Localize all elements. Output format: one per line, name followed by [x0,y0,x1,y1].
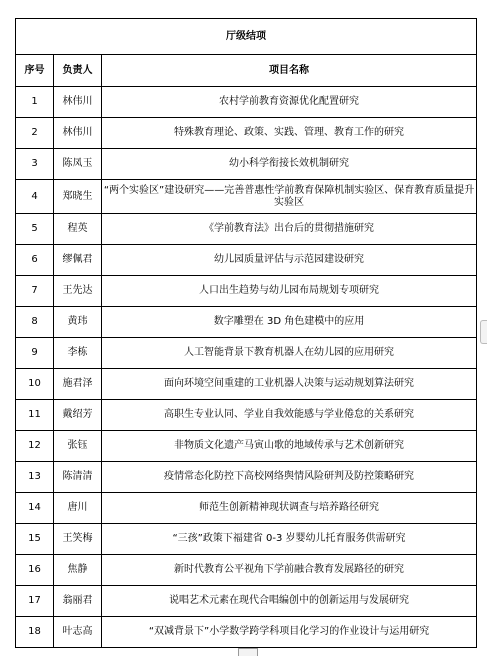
seq-cell: 8 [16,307,54,338]
leader-cell: 陈清清 [54,462,102,493]
seq-cell: 16 [16,555,54,586]
leader-cell: 唐川 [54,493,102,524]
header-row [16,55,477,87]
title-row [16,19,477,55]
header-leader: 负责人 [54,55,102,87]
table-row [16,276,477,307]
project-cell: “双减背景下”小学数学跨学科项目化学习的作业设计与运用研究 [102,617,477,648]
leader-cell: 林伟川 [54,118,102,149]
project-cell: 农村学前教育资源优化配置研究 [102,87,477,118]
project-cell: 数字雕塑在 3D 角色建模中的应用 [102,307,477,338]
leader-cell: 戴绍芳 [54,400,102,431]
project-cell: 说唱艺术元素在现代合唱编创中的创新运用与发展研究 [102,586,477,617]
project-cell: 师范生创新精神现状调查与培养路径研究 [102,493,477,524]
seq-cell: 5 [16,214,54,245]
project-cell: 疫情常态化防控下高校网络舆情风险研判及防控策略研究 [102,462,477,493]
leader-cell: 林伟川 [54,87,102,118]
project-cell: 特殊教育理论、政策、实践、管理、教育工作的研究 [102,118,477,149]
leader-cell: 程英 [54,214,102,245]
leader-cell: 翁丽君 [54,586,102,617]
table-row [16,245,477,276]
project-cell: “两个实验区”建设研究——完善普惠性学前教育保障机制实验区、保育教育质量提升实验区 [102,180,477,214]
leader-cell: 施君泽 [54,369,102,400]
header-seq: 序号 [16,55,54,87]
leader-cell: 叶志高 [54,617,102,648]
project-cell: 人工智能背景下教育机器人在幼儿园的应用研究 [102,338,477,369]
project-cell: 人口出生趋势与幼儿园布局规划专项研究 [102,276,477,307]
project-cell: 高职生专业认同、学业自我效能感与学业倦怠的关系研究 [102,400,477,431]
table-row [16,524,477,555]
table-row [16,118,477,149]
project-cell: 非物质文化遗产马寅山歌的地域传承与艺术创新研究 [102,431,477,462]
leader-cell: 缪佩君 [54,245,102,276]
table-row [16,214,477,245]
project-cell: 幼小科学衔接长效机制研究 [102,149,477,180]
seq-cell: 12 [16,431,54,462]
project-cell: 新时代教育公平视角下学前融合教育发展路径的研究 [102,555,477,586]
seq-cell: 15 [16,524,54,555]
table-title: 厅级结项 [16,19,477,55]
seq-cell: 14 [16,493,54,524]
table-row [16,400,477,431]
table-row [16,149,477,180]
seq-cell: 2 [16,118,54,149]
table-row [16,431,477,462]
table-row [16,338,477,369]
scroll-edge-tab[interactable] [480,320,487,344]
table-row [16,586,477,617]
header-project: 项目名称 [102,55,477,87]
project-cell: 《学前教育法》出台后的贯彻措施研究 [102,214,477,245]
table-row [16,87,477,118]
leader-cell: 王先达 [54,276,102,307]
leader-cell: 李栋 [54,338,102,369]
table-row [16,493,477,524]
project-cell: 幼儿园质量评估与示范园建设研究 [102,245,477,276]
table-row [16,369,477,400]
seq-cell: 3 [16,149,54,180]
leader-cell: 郑晓生 [54,180,102,214]
leader-cell: 陈凤玉 [54,149,102,180]
leader-cell: 黄玮 [54,307,102,338]
table-row [16,307,477,338]
table-row [16,555,477,586]
project-cell: 面向环境空间重建的工业机器人决策与运动规划算法研究 [102,369,477,400]
leader-cell: 焦静 [54,555,102,586]
seq-cell: 10 [16,369,54,400]
seq-cell: 13 [16,462,54,493]
seq-cell: 1 [16,87,54,118]
seq-cell: 18 [16,617,54,648]
seq-cell: 17 [16,586,54,617]
leader-cell: 王笑梅 [54,524,102,555]
seq-cell: 4 [16,180,54,214]
table-row [16,180,477,214]
leader-cell: 张钰 [54,431,102,462]
table-row [16,462,477,493]
project-cell: “三孩”政策下福建省 0-3 岁婴幼儿托育服务供需研究 [102,524,477,555]
seq-cell: 6 [16,245,54,276]
seq-cell: 9 [16,338,54,369]
seq-cell: 7 [16,276,54,307]
seq-cell: 11 [16,400,54,431]
table-row [16,617,477,648]
project-table [15,18,477,648]
